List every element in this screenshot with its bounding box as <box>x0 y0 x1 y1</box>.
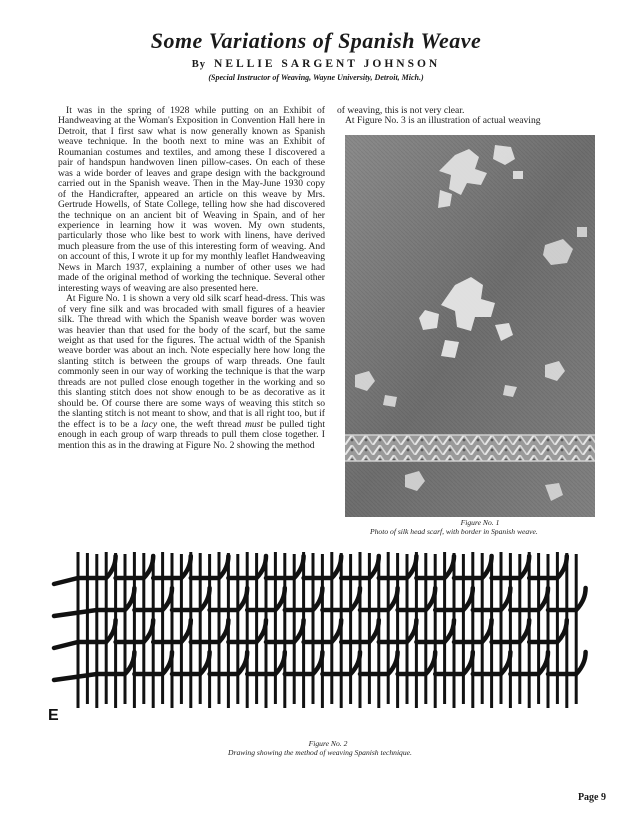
page-number: Page 9 <box>577 792 606 803</box>
figure-2-number: Figure No. 2 <box>308 739 348 748</box>
figure-1-caption <box>370 518 590 536</box>
continuation-line: of weaving, this is not very clear. <box>337 105 465 116</box>
byline-prefix: By <box>191 59 207 70</box>
figure-1-photo <box>345 135 595 517</box>
body-paragraph-1: It was in the spring of 1928 while putting on an Exhibit of Handweaving at the Woman's Exposition in Convention Hall here in Detroit, that I first saw what is now generally known as Spanish weave technique. In the booth next to mine was an Exhibit of Roumanian costumes and textiles, and among these I discovered a pair of handspun handwoven linen pillow-cases. On each of these was a wide border of leaves and grape design with the background carried out in the Spanish weave. Then in the May-June 1930 copy of the Handicrafter, appeared an article on this weave by Mrs. Gertrude Howells, of State College, telling how she had discovered the technique on an ancient bit of Weaving in Spain, and of her experience in learning how it was woven. My own students, particularly those who like best to work with linens, have derived much pleasure from the use of this interesting form of weaving. And on account of this, I wrote it up for my monthly leaflet Handweaving News in March 1937, explaining a number of other uses we had made of the original method of working the technique. Several other interesting ways of weaving are also presented here. <box>58 105 325 294</box>
author-affiliation: (Special Instructor of Weaving, Wayne University, Detroit, Mich.) <box>208 73 424 82</box>
lace-border-band <box>345 435 595 461</box>
silk-scarf-photo <box>345 135 595 517</box>
article-title: Some Variations of Spanish Weave <box>150 28 482 53</box>
figure-2-caption <box>228 739 428 757</box>
figure-1-description: Photo of silk head scarf, with border in Spanish weave. <box>370 527 538 536</box>
body-paragraph-2: At Figure No. 1 is shown a very old silk scarf head-dress. This was of very fine silk and was brocaded with small figures of a heavier silk. The thread with which the Spanish weave border was woven was heavier than that used for the body of the scarf, but the same weight as that used for the figures. The actual width of the Spanish weave border was about an inch. Note especially here how long the slanting stitch is between the groups of warp threads. One fault commonly seen in our way of working the technique is that the warp threads are not pulled close enough together in the working and so this slanting stitch does not show enough to be as decorative as it should be. Of course there are some ways of weaving this stitch so the slanting stitch is not meant to show, and that is all right too, but if the effect is to be a lacy one, the weft thread must be pulled tight enough in each group of warp threads to pull them close together. I mention this as in the drawing at Figure No. 2 showing the method <box>58 293 325 451</box>
author-name: NELLIE SARGENT JOHNSON <box>214 58 441 70</box>
weft-row <box>54 556 567 584</box>
weft-row <box>54 620 567 648</box>
figure-2-drawing <box>46 548 602 726</box>
body-paragraph-3: At Figure No. 3 is an illustration of actual weaving <box>345 115 541 127</box>
right-column-text <box>337 106 599 127</box>
figure-1-number: Figure No. 1 <box>460 518 500 527</box>
byline <box>0 58 632 70</box>
left-column <box>58 106 325 451</box>
figure-2-description: Drawing showing the method of weaving Spanish technique. <box>228 748 412 757</box>
corner-mark: E <box>48 707 59 724</box>
spanish-weave-diagram <box>46 548 602 726</box>
